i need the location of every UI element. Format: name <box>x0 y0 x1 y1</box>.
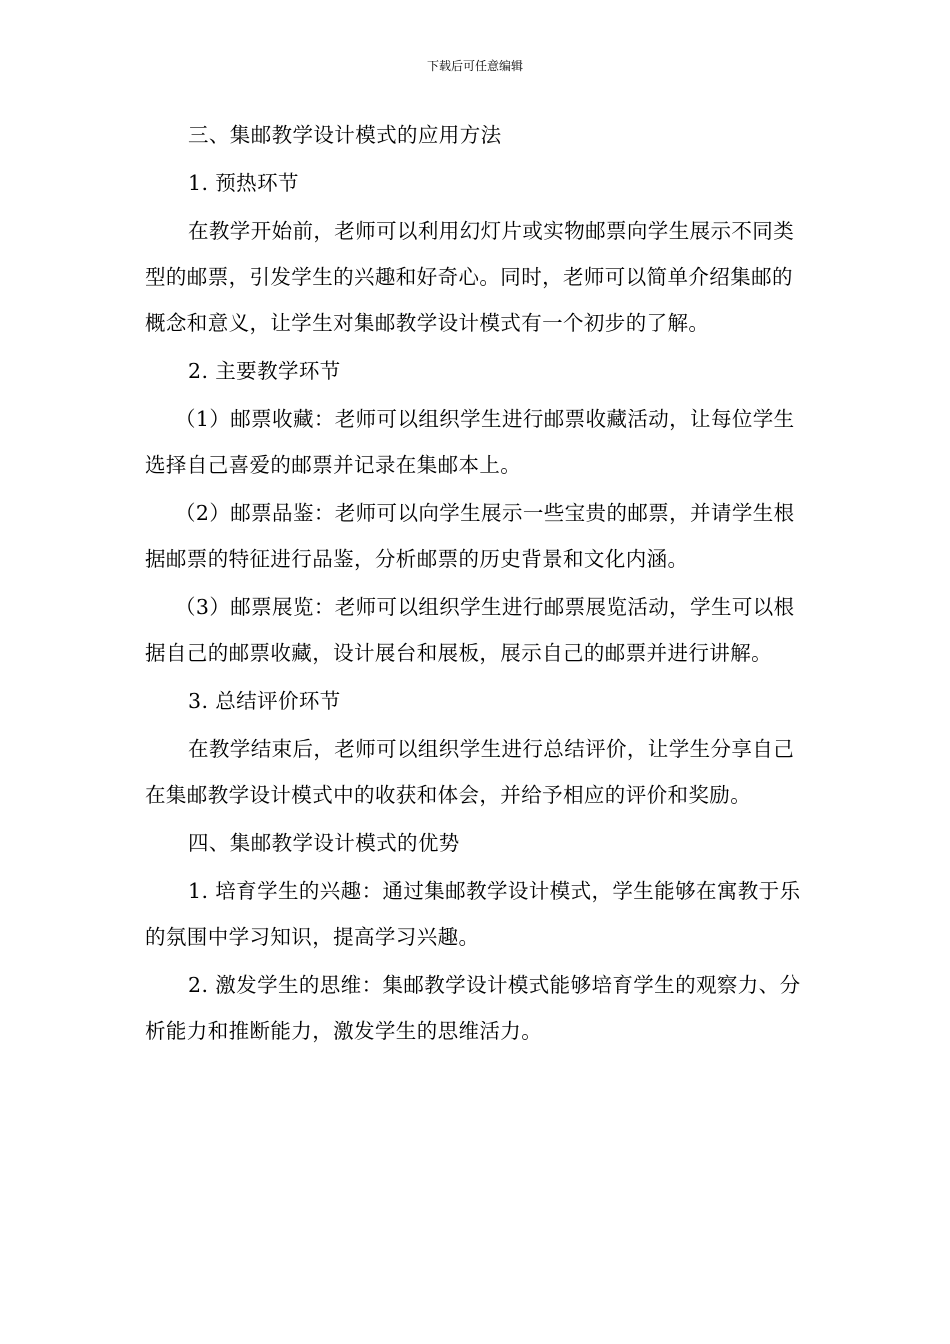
paragraph-advantage-thinking: 2. 激发学生的思维：集邮教学设计模式能够培育学生的观察力、分析能力和推断能力，激发学生的思维活力。 <box>145 973 801 1043</box>
page-header-note: 下载后可任意编辑 <box>426 59 523 73</box>
paragraph-warmup: 在教学开始前，老师可以利用幻灯片或实物邮票向学生展示不同类型的邮票，引发学生的兴趣和好奇心。同时，老师可以简单介绍集邮的概念和意义，让学生对集邮教学设计模式有一个初步的了解。 <box>145 219 795 335</box>
section-heading-3: 三、集邮教学设计模式的应用方法 <box>188 123 502 147</box>
item-heading-warmup: 1. 预热环节 <box>188 171 299 195</box>
paragraph-summary: 在教学结束后，老师可以组织学生进行总结评价，让学生分享自己在集邮教学设计模式中的收获和体会，并给予相应的评价和奖励。 <box>145 737 795 807</box>
paragraph-stamp-exhibition: （3）邮票展览：老师可以组织学生进行邮票展览活动，学生可以根据自己的邮票收藏，设计展台和展板，展示自己的邮票并进行讲解。 <box>145 595 795 665</box>
section-heading-4: 四、集邮教学设计模式的优势 <box>188 831 460 855</box>
item-heading-main-teaching: 2. 主要教学环节 <box>188 359 341 383</box>
item-heading-summary: 3. 总结评价环节 <box>188 689 341 713</box>
paragraph-advantage-interest: 1. 培育学生的兴趣：通过集邮教学设计模式，学生能够在寓教于乐的氛围中学习知识，提高学习兴趣。 <box>145 879 801 949</box>
document-body <box>145 112 813 1056</box>
paragraph-stamp-appreciation: （2）邮票品鉴：老师可以向学生展示一些宝贵的邮票，并请学生根据邮票的特征进行品鉴，分析邮票的历史背景和文化内涵。 <box>145 501 795 571</box>
paragraph-stamp-collection: （1）邮票收藏：老师可以组织学生进行邮票收藏活动，让每位学生选择自己喜爱的邮票并记录在集邮本上。 <box>145 407 795 477</box>
